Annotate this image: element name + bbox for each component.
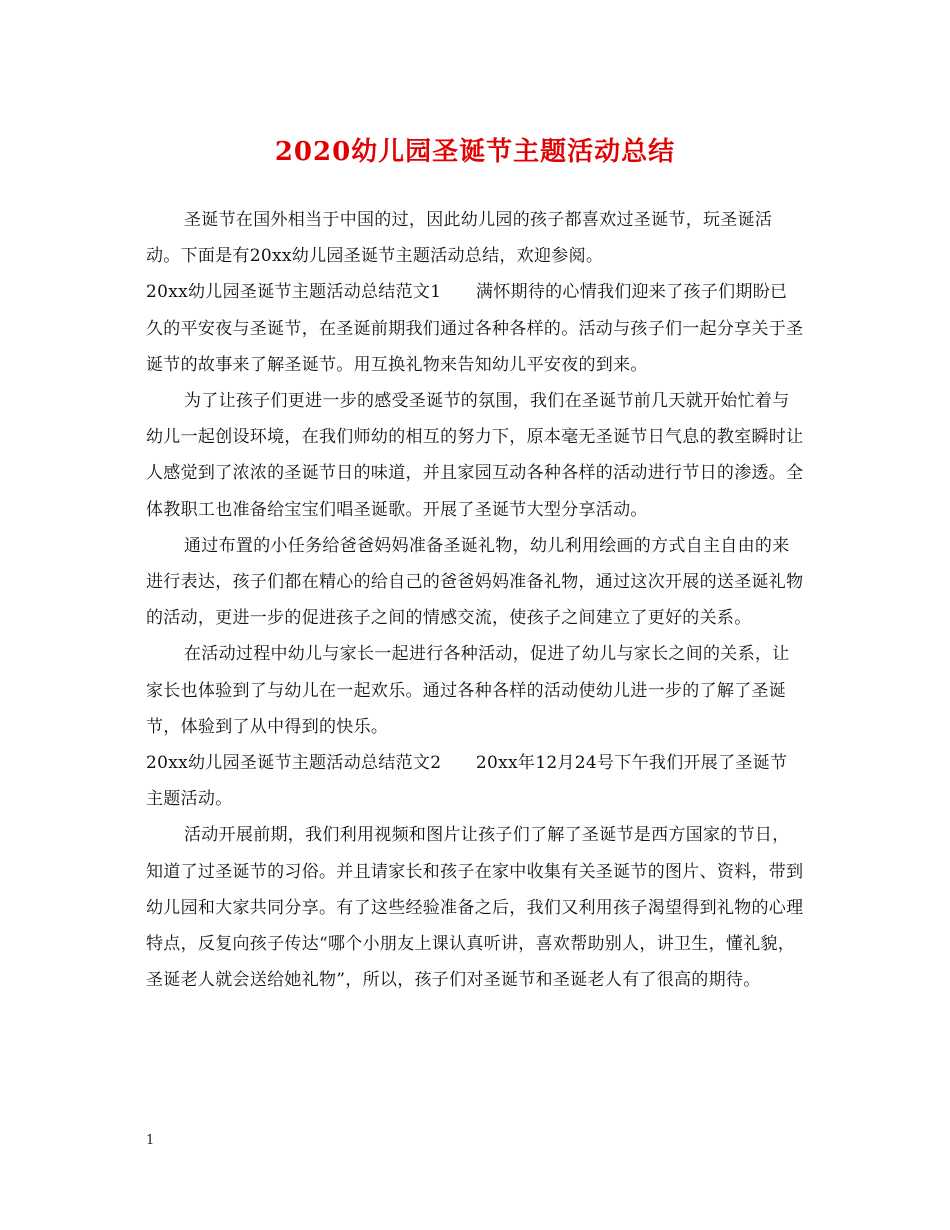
document-title: 2020幼儿园圣诞节主题活动总结	[274, 137, 676, 167]
paragraph-preparation: 活动开展前期，我们利用视频和图片让孩子们了解了圣诞节是西方国家的节日，知道了过圣诞节的习俗。并且请家长和孩子在家中收集有关圣诞节的图片、资料，带到幼儿园和大家共同分享。有了这些经验准备之后，我们又利用孩子渴望得到礼物的心理特点，反复向孩子传达“哪个小朋友上课认真听讲，喜欢帮助别人，讲卫生，懂礼貌，圣诞老人就会送给她礼物”，所以，孩子们对圣诞节和圣诞老人有了很高的期待。	[146, 825, 804, 991]
paragraph-intro: 圣诞节在国外相当于中国的过，因此幼儿园的孩子都喜欢过圣诞节，玩圣诞活动。下面是有20xx幼儿园圣诞节主题活动总结，欢迎参阅。	[146, 210, 773, 267]
page-number: 1	[146, 1133, 155, 1148]
paragraph-parents: 在活动过程中幼儿与家长一起进行各种活动，促进了幼儿与家长之间的关系，让家长也体验到了与幼儿在一起欢乐。通过各种各样的活动使幼儿进一步的了解了圣诞节，体验到了从中得到的快乐。	[146, 644, 790, 737]
paragraph-sample-2-heading: 20xx幼儿园圣诞节主题活动总结范文2 20xx年12月24号下午我们开展了圣诞节主题活动。	[146, 753, 788, 810]
document-body	[146, 202, 804, 998]
paragraph-sample-1-heading: 20xx幼儿园圣诞节主题活动总结范文1 满怀期待的心情我们迎来了孩子们期盼已久的平安夜与圣诞节，在圣诞前期我们通过各种各样的。活动与孩子们一起分享关于圣诞节的故事来了解圣诞节。用互换礼物来告知幼儿平安夜的到来。	[146, 282, 804, 375]
paragraph-environment: 为了让孩子们更进一步的感受圣诞节的氛围，我们在圣诞节前几天就开始忙着与幼儿一起创设环境，在我们师幼的相互的努力下，原本毫无圣诞节日气息的教室瞬时让人感觉到了浓浓的圣诞节日的味道，并且家园互动各种各样的活动进行节日的渗透。全体教职工也准备给宝宝们唱圣诞歌。开展了圣诞节大型分享活动。	[146, 391, 804, 520]
paragraph-gifts: 通过布置的小任务给爸爸妈妈准备圣诞礼物，幼儿利用绘画的方式自主自由的来进行表达，孩子们都在精心的给自己的爸爸妈妈准备礼物，通过这次开展的送圣诞礼物的活动，更进一步的促进孩子之间的情感交流，使孩子之间建立了更好的关系。	[146, 535, 804, 629]
